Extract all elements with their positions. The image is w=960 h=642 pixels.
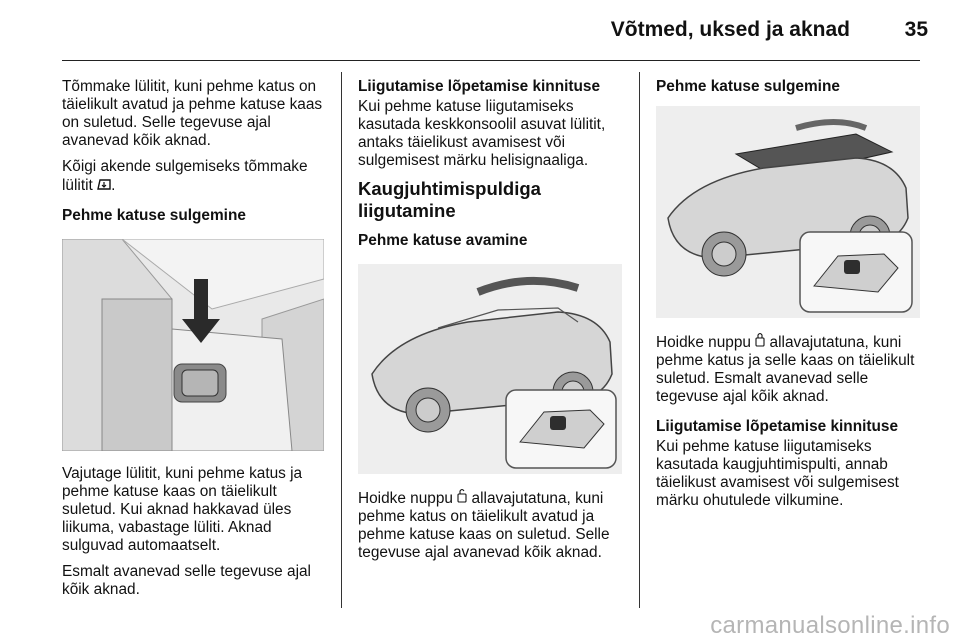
paragraph: Hoidke nuppu allavajutatuna, kuni pehme katus ja selle kaas on täielikult suletud. Esmalt avanevad selle tegevuse ajal kõik aknad. xyxy=(656,334,915,405)
section-heading: Liigutamise lõpetamise kinnituse xyxy=(656,418,899,435)
section-heading: Pehme katuse sulgemine xyxy=(656,78,840,95)
column-divider xyxy=(341,72,342,608)
paragraph: Kui pehme katuse liigutamiseks kasutada kaugjuhtimispulti, annab täielikust avamisest või sulgemisest märku ohutulede vilkumine. xyxy=(656,438,899,509)
column-divider xyxy=(639,72,640,608)
column-1 xyxy=(62,78,328,607)
watermark: carmanualsonline.info xyxy=(710,612,950,639)
center-console-switch-illustration xyxy=(62,239,324,451)
page-number: 35 xyxy=(904,18,928,41)
paragraph: Kõigi akende sulgemiseks tõmmake lülitit . xyxy=(62,158,308,194)
window-switch-icon xyxy=(97,176,111,194)
section-heading: Liigutamise lõpetamise kinnituse xyxy=(358,78,601,95)
section-heading: Pehme katuse sulgemine xyxy=(62,207,246,224)
column-3 xyxy=(656,78,924,518)
section-heading-large: Kaugjuhtimispuldiga liigutamine xyxy=(358,178,541,221)
convertible-roof-opening-illustration xyxy=(358,264,622,474)
paragraph: Kui pehme katuse liigutamiseks kasutada keskkonsoolil asuvat lülitit, antaks täielikust avamisest või sulgemisest märku helisignaaliga. xyxy=(358,98,606,169)
paragraph: Esmalt avanevad selle tegevuse ajal kõik aknad. xyxy=(62,563,311,598)
page-header-title: Võtmed, uksed ja aknad xyxy=(610,18,850,41)
column-2 xyxy=(358,78,626,570)
convertible-roof-closing-illustration xyxy=(656,106,920,318)
section-heading: Pehme katuse avamine xyxy=(358,232,528,249)
paragraph: Vajutage lülitit, kuni pehme katus ja pehme katuse kaas on täielikult suletud. Kui aknad hakkavad üles liikuma, vabastage lüliti. Aknad sulguvad automaatselt. xyxy=(62,465,303,554)
header-rule xyxy=(62,60,920,61)
paragraph: Hoidke nuppu allavajutatuna, kuni pehme katus on täielikult avatud ja pehme katuse kaas on suletud. Selle tegevuse ajal avanevad kõik aknad. xyxy=(358,490,610,561)
lock-button-icon xyxy=(755,332,765,351)
paragraph: Tõmmake lülitit, kuni pehme katus on täielikult avatud ja pehme katuse kaas on suletud. Selle tegevuse ajal avanevad kõik aknad. xyxy=(62,78,323,149)
unlock-button-icon xyxy=(457,488,467,507)
